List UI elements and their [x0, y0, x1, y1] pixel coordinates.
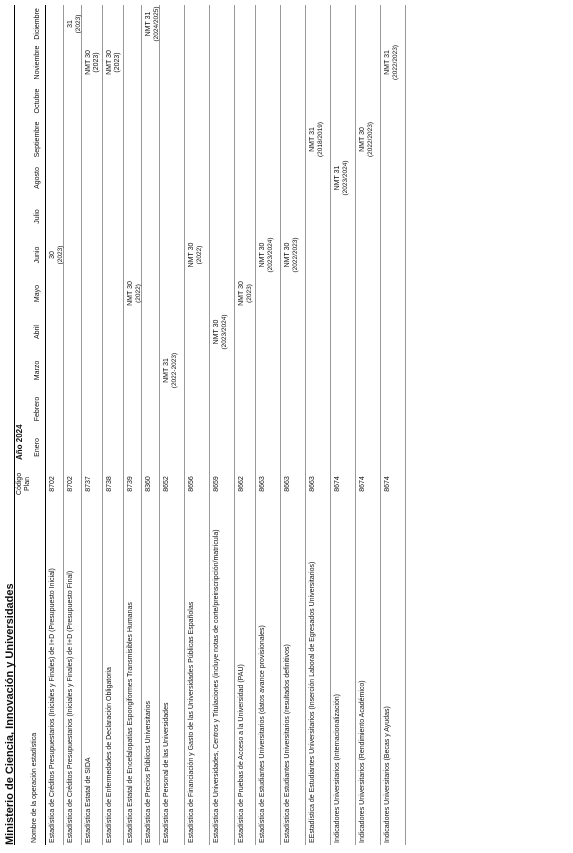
plan-code: 8737 [85, 476, 92, 492]
reference-period: (2024/2025) [153, 6, 160, 42]
operation-name: Estadística Estatal de SIDA [85, 757, 92, 843]
publication-date: NMT 30 [359, 127, 366, 152]
table-row [356, 5, 381, 845]
header-month: Febrero [34, 396, 41, 422]
reference-period: (2023/2024) [221, 314, 228, 350]
plan-code: 8663 [284, 476, 291, 492]
publication-mark [259, 236, 275, 275]
plan-code: 8662 [238, 476, 245, 492]
publication-date: NMT 30 [284, 242, 291, 268]
operation-name: Estadística de Pruebas de Acceso a la Universidad (PAU) [238, 664, 245, 843]
table-row [124, 5, 142, 845]
operation-name: Estadística de Financiación y Gasto de las Universidades Públicas Españolas [188, 601, 195, 843]
reference-period: (2022/2023) [392, 44, 399, 81]
publication-mark [106, 43, 122, 82]
header-month: Noviembre [34, 45, 41, 80]
table-row [331, 5, 356, 845]
publication-mark [359, 120, 375, 159]
operation-name: Indicadores Universitarios (Rendimiento Académico) [359, 680, 366, 843]
header-code-column [16, 471, 32, 497]
header-month: Abril [34, 325, 41, 340]
publication-date: NMT 30 (2023) [106, 50, 121, 75]
operation-name: Estadística de Universidades, Centros y Titulaciones (incluye notas de corte/preinscripción/matrícula) [213, 529, 220, 843]
table-row [142, 5, 160, 845]
reference-period: (2023/2024) [267, 237, 274, 273]
table-row [185, 5, 210, 845]
reference-period: (2023) [75, 14, 82, 34]
table-row [82, 5, 103, 845]
plan-code: 8674 [359, 476, 366, 492]
publication-mark [284, 236, 300, 275]
publication-date: NMT 31 [145, 11, 152, 37]
publication-mark [67, 5, 83, 44]
reference-period: (2022-2023) [171, 352, 178, 389]
header-code-line2: Plan [24, 477, 31, 492]
header-year: Año 2024 [15, 424, 24, 460]
header-month: Octubre [34, 88, 41, 114]
publication-date: NMT 31 [334, 165, 341, 191]
publication-date: NMT 30 [188, 242, 195, 268]
header-month: Diciembre [34, 8, 41, 40]
operation-name: Estadística de Estudiantes Universitarios (resultados definitivos) [284, 644, 291, 843]
publication-date: NMT 31 [384, 50, 391, 75]
table-row [306, 5, 331, 845]
plan-code: 8659 [213, 476, 220, 492]
operation-name: EEstadística de Estudiantes Universitarios (Inserción Laboral de Egresados Universitarios) [309, 561, 316, 843]
reference-period: (2023/2024) [342, 160, 349, 196]
operation-name: Estadística de Personal de las Universidades [163, 702, 170, 843]
reference-period: (2022) [196, 245, 203, 265]
publication-date: 30 [49, 251, 56, 259]
table-row [46, 5, 64, 845]
reference-period: (2022/2023) [367, 121, 374, 158]
operation-name: Indicadores Universitarios (Internacionalización) [334, 693, 341, 843]
table-row [103, 5, 124, 845]
plan-code: 8702 [49, 476, 56, 492]
operation-name: Estadística de Precios Públicos Universitarios [145, 700, 152, 843]
plan-code: 8738 [106, 476, 113, 492]
plan-code: 8674 [384, 476, 391, 492]
header-code-line1: Código [16, 472, 23, 496]
publication-date: NMT 30 (2023) [85, 50, 100, 75]
operation-name: Estadística de Estudiantes Universitarios (datos avance provisionales) [259, 625, 266, 843]
header-month: Junio [34, 246, 41, 264]
header-month: Septiembre [34, 121, 41, 158]
reference-period: (2022) [135, 284, 142, 303]
operation-name: Estadística de Créditos Presupuestarios (Iniciales y Finales) de I+D (Presupuesto Inicial) [49, 568, 56, 843]
publication-mark [145, 5, 161, 44]
publication-mark [334, 159, 350, 198]
operation-name: Estadística Estatal de Encefalopatías Espongiformes Transmisibles Humanas [127, 602, 134, 843]
publication-date: NMT 30 [213, 319, 220, 345]
header-month: Enero [34, 438, 41, 457]
publication-mark [309, 120, 325, 159]
table-row [256, 5, 281, 845]
header-month: Agosto [34, 167, 41, 189]
header-month: Julio [34, 209, 41, 224]
table-row [381, 5, 406, 845]
header-month: Marzo [34, 360, 41, 381]
reference-period: (2023) [57, 245, 64, 265]
header-name-column: Nombre de la operación estadística [31, 732, 38, 843]
publication-mark [384, 43, 400, 82]
plan-code: 8663 [309, 476, 316, 492]
page-title: Ministerio de Ciencia, Innovación y Universidades [4, 583, 16, 845]
reference-period: (2023) [246, 284, 253, 303]
operation-name: Estadística de Enfermedades de Declaración Obligatoria [106, 667, 113, 843]
publication-date: NMT 30 [259, 242, 266, 268]
publication-mark [163, 351, 179, 390]
publication-mark [85, 43, 101, 82]
plan-code: 8360 [145, 476, 152, 492]
publication-date: NMT 30 [127, 281, 134, 306]
plan-code: 8656 [188, 476, 195, 492]
header-month: Mayo [34, 284, 41, 303]
table-row [235, 5, 256, 845]
publication-date: NMT 31 [309, 127, 316, 152]
publication-mark [213, 313, 229, 352]
table-row [281, 5, 306, 845]
schedule-table [14, 5, 406, 845]
publication-mark [127, 274, 143, 313]
plan-code: 8674 [334, 476, 341, 492]
operation-name: Estadística de Créditos Presupuestarios (Iniciales y Finales) de I+D (Presupuesto Final) [67, 570, 74, 843]
table-row [64, 5, 82, 845]
table-row [160, 5, 185, 845]
operation-name: Indicadores Universitarios (Becas y Ayudas) [384, 706, 391, 843]
plan-code: 8652 [163, 476, 170, 492]
plan-code: 8663 [259, 476, 266, 492]
table-body [46, 5, 406, 845]
table-header [14, 5, 46, 845]
reference-period: (2018/2019) [317, 121, 324, 158]
publication-date: NMT 30 [238, 281, 245, 306]
table-row [210, 5, 235, 845]
plan-code: 8739 [127, 476, 134, 492]
publication-date: NMT 31 [163, 358, 170, 383]
reference-period: (2022/2023) [292, 237, 299, 273]
publication-mark [188, 236, 204, 275]
publication-date: 31 [67, 20, 74, 28]
publication-mark [238, 274, 254, 313]
plan-code: 8702 [67, 476, 74, 492]
publication-mark [49, 236, 65, 275]
